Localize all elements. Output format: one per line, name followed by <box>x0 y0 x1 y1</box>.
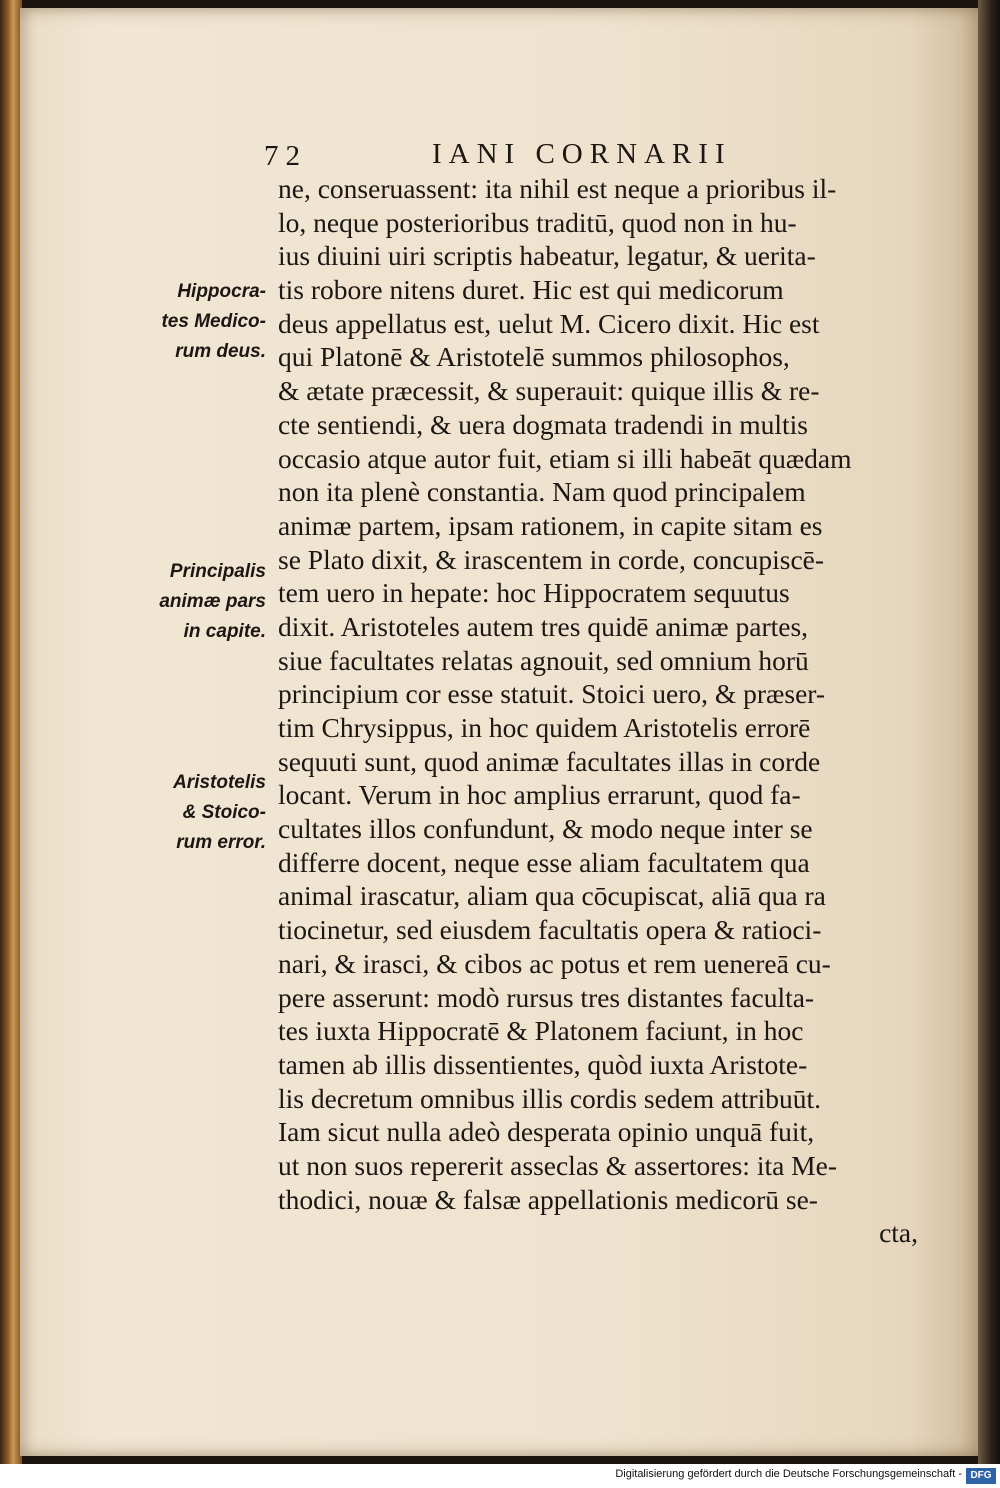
marginal-line: in capite. <box>183 621 266 642</box>
text-line: non ita plenè constantia. Nam quod principalem <box>278 476 806 508</box>
marginal-line: Aristotelis <box>173 772 266 793</box>
marginal-line: Principalis <box>169 561 266 582</box>
marginal-note <box>142 768 266 858</box>
text-line: deus appellatus est, uelut M. Cicero dixit. Hic est <box>278 307 820 339</box>
text-line: tiocinetur, sed eiusdem facultatis opera & ratioci- <box>278 914 822 946</box>
marginal-line: animæ pars <box>159 591 266 612</box>
marginal-note <box>142 277 266 367</box>
text-line: principium cor esse statuit. Stoici uero, & præser- <box>278 678 826 710</box>
running-head <box>244 138 784 172</box>
dfg-logo[interactable]: DFG <box>966 1468 996 1484</box>
text-line: lo, neque posterioribus traditū, quod non in hu- <box>278 206 797 238</box>
text-line: nari, & irasci, & cibos ac potus et rem uenereā cu- <box>278 947 831 979</box>
text-line: thodici, nouæ & falsæ appellationis medicorū se- <box>278 1183 818 1215</box>
body-text <box>278 172 928 1250</box>
marginal-note <box>142 557 266 647</box>
text-line: occasio atque autor fuit, etiam si illi habeāt quædam <box>278 442 852 474</box>
text-line: pere asserunt: modò rursus tres distantes faculta- <box>278 981 815 1013</box>
text-line: se Plato dixit, & irascentem in corde, concupiscē- <box>278 543 825 575</box>
text-line: differre docent, neque esse aliam facultatem qua <box>278 846 810 878</box>
text-line: qui Platonē & Aristotelē summos philosophos, <box>278 341 790 373</box>
text-line: Iam sicut nulla adeò desperata opinio unquā fuit, <box>278 1116 815 1148</box>
marginal-line: rum deus. <box>175 341 266 362</box>
text-line: lis decretum omnibus illis cordis sedem attribuūt. <box>278 1082 822 1114</box>
text-line: animæ partem, ipsam rationem, in capite sitam es <box>278 509 823 541</box>
text-line: dixit. Aristoteles autem tres quidē animæ partes, <box>278 610 809 642</box>
text-line: locant. Verum in hoc amplius errarunt, quod fa- <box>278 779 801 811</box>
text-line: & ætate præcessit, & superauit: quique illis & re- <box>278 375 820 407</box>
page-number: 72 <box>264 140 307 172</box>
text-line: animal irascatur, aliam qua cōcupiscat, aliā qua ra <box>278 880 826 912</box>
text-line: tis robore nitens duret. Hic est qui medicorum <box>278 274 784 306</box>
text-line: ne, conseruassent: ita nihil est neque a prioribus il- <box>278 173 837 204</box>
text-line: ius diuini uiri scriptis habeatur, legatur, & uerita- <box>278 240 816 272</box>
text-line: cultates illos confundunt, & modo neque inter se <box>278 813 813 845</box>
text-line: tamen ab illis dissentientes, quòd iuxta Aristote- <box>278 1048 808 1080</box>
text-line: sequuti sunt, quod animæ facultates illas in corde <box>278 745 821 777</box>
text-line: tes iuxta Hippocratē & Platonem faciunt, in hoc <box>278 1015 804 1047</box>
text-line: tem uero in hepate: hoc Hippocratem sequutus <box>278 577 790 609</box>
catchword: cta, <box>879 1217 918 1249</box>
text-line: siue facultates relatas agnouit, sed omnium horū <box>278 644 809 676</box>
text-line: cte sentiendi, & uera dogmata tradendi in multis <box>278 408 808 440</box>
marginal-line: tes Medico- <box>161 311 266 332</box>
page-gutter-shadow <box>978 0 1000 1464</box>
marginal-line: rum error. <box>176 832 266 853</box>
text-line: tim Chrysippus, in hoc quidem Aristotelis errorē <box>278 712 811 743</box>
running-title: IANI CORNARII <box>432 138 732 170</box>
footer-bar <box>0 1464 1000 1488</box>
marginal-line: Hippocra- <box>177 281 266 302</box>
book-edge <box>0 0 22 1464</box>
text-line: ut non suos repererit asseclas & assertores: ita Me- <box>278 1149 837 1181</box>
marginal-line: & Stoico- <box>182 802 266 823</box>
footer-credit: Digitalisierung gefördert durch die Deutsche Forschungsgemeinschaft - <box>615 1468 962 1480</box>
